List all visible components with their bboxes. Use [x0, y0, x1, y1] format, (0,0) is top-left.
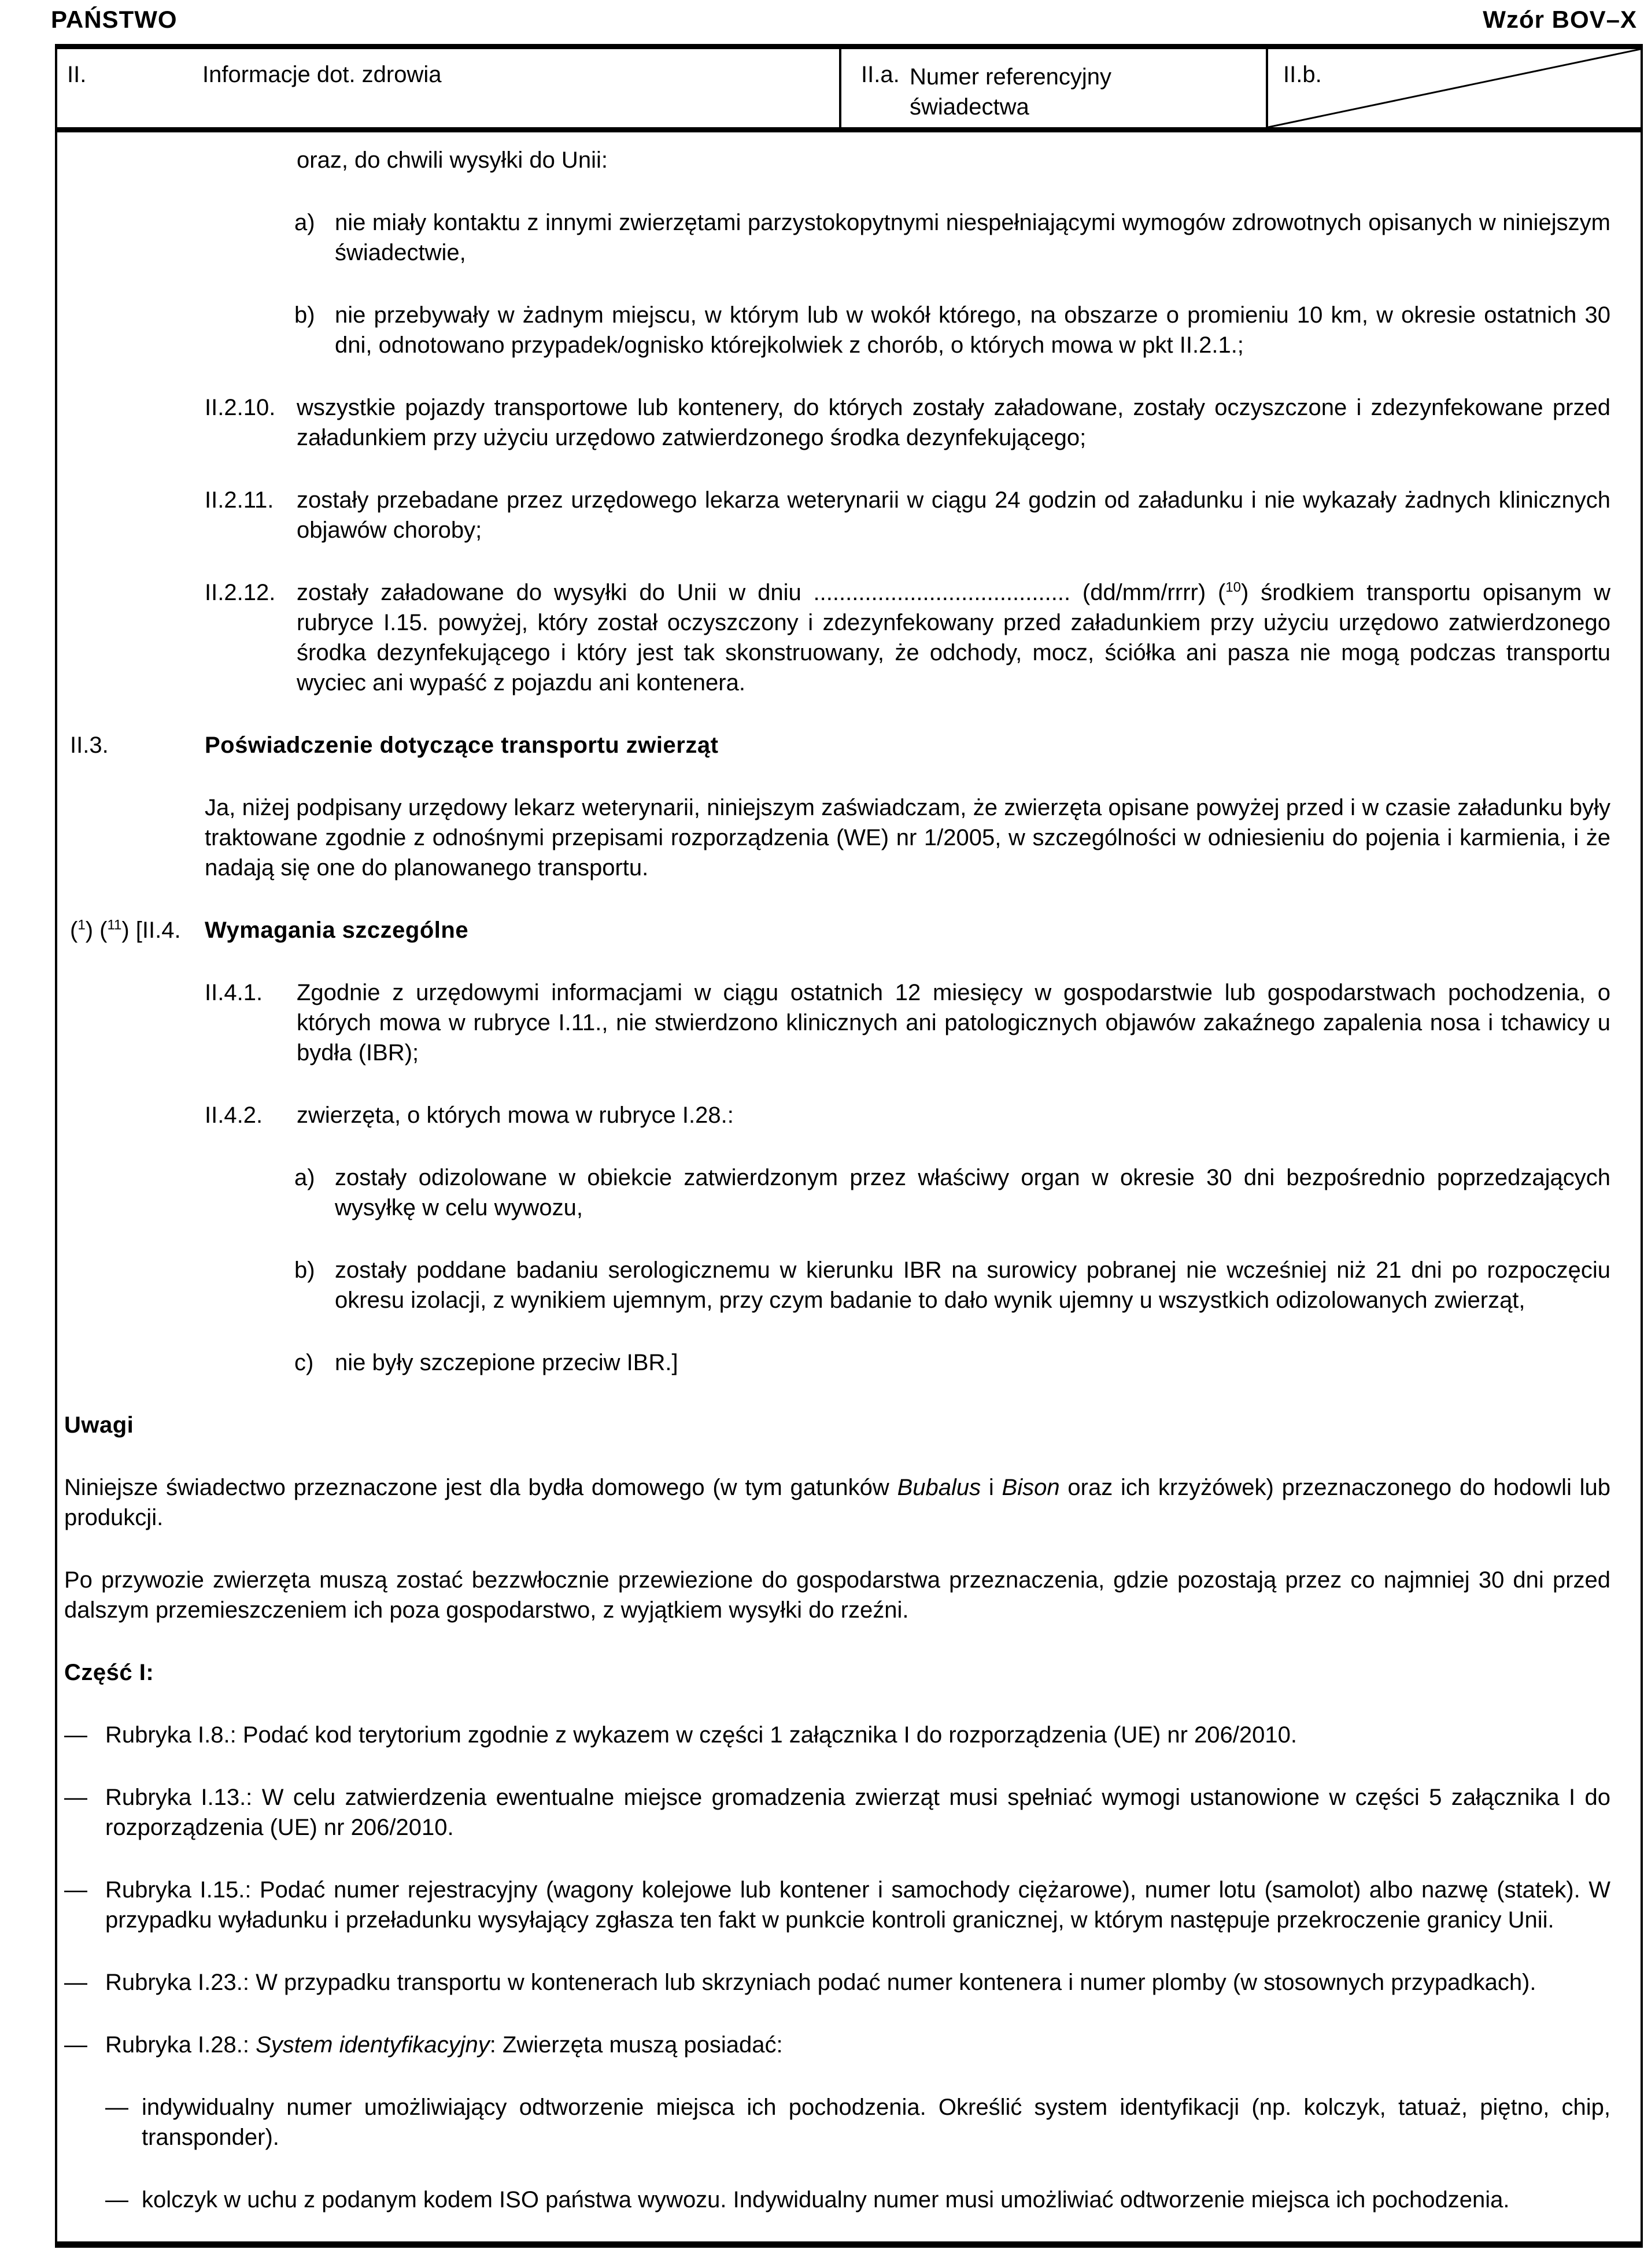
para-ii-4-2-a [64, 1163, 1610, 1223]
paragraph-text: nie były szczepione przeciw IBR.] [335, 1350, 678, 1375]
country-label: PAŃSTWO [51, 6, 178, 33]
para-transport-attestation [64, 793, 1610, 883]
para-rubryka-i-15 [64, 1875, 1610, 1935]
page-header [51, 6, 1637, 34]
paragraph-text: zostały poddane badaniu serologicznemu w kierunku IBR na surowicy pobranej nie wcześniej niż 21 dni po rozpoczęciu okresu izolacji, z wynikiem ujemnym, przy czym badanie to dało wynik ujemny u wszystkich odizolowanych zwierząt, [335, 1257, 1610, 1313]
para-ii-2-11 [64, 485, 1610, 545]
paragraph-text: nie miały kontaktu z innymi zwierzętami parzystokopytnymi niespełniającymi wymogów zdrowotnych opisanych w niniejszym świadectwie, [335, 210, 1610, 265]
para-ii-3-heading [64, 730, 1610, 760]
para-ii-4-2-c [64, 1348, 1610, 1378]
paragraph-text: Rubryka I.28.: System identyfikacyjny: Zwierzęta muszą posiadać: [105, 2032, 783, 2058]
paragraph-text: indywidualny numer umożliwiający odtworzenie miejsca ich pochodzenia. Określić system identyfikacji (np. kolczyk, tatuaż, piętno, chip, transponder). [142, 2095, 1610, 2150]
paragraph-text: Uwagi [64, 1412, 134, 1438]
paragraph-label: — [105, 2187, 128, 2212]
paragraph-label: — [64, 1785, 87, 1810]
paragraph-label: c) [294, 1350, 314, 1375]
paragraph-label: b) [294, 1257, 315, 1283]
para-rubryka-i-13 [64, 1782, 1610, 1842]
paragraph-text: Rubryka I.15.: Podać numer rejestracyjny (wagony kolejowe lub kontener i samochody ciężarowe), numer lotu (samolot) albo nazwę (statek). W przypadku wyładunku i przeładunku wysyłający zgłasza ten fakt w punkcie kontroli granicznej, w którym następuje przekroczenie granicy Unii. [105, 1877, 1610, 1933]
para-rubryka-i-23 [64, 1967, 1610, 1997]
para-b-location [64, 300, 1610, 360]
para-ii-2-12 [64, 578, 1610, 698]
certificate-table [55, 44, 1643, 2248]
paragraph-text: Rubryka I.8.: Podać kod terytorium zgodnie z wykazem w części 1 załącznika I do rozporządzenia (UE) nr 206/2010. [105, 1722, 1297, 1748]
paragraph-text: zostały załadowane do wysyłki do Unii w dniu ........................................ (dd/mm/rrrr) ($^{10}$) środkiem transportu opisanym w rubryce I.15. powyżej, który został oczyszczony i zdezynfekowany przed załadunkiem przy użyciu urzędowo zatwierdzonego środka dezynfekującego i który jest tak skonstruowany, że odchody, mocz, ściółka ani pasza nie mogą podczas transportu wyciec ani wypaść z pojazdu ani kontenera. [297, 579, 1610, 695]
paragraph-label: a) [294, 210, 315, 235]
paragraph-text: kolczyk w uchu z podanym kodem ISO państwa wywozu. Indywidualny numer musi umożliwiać odtworzenie miejsca ich pochodzenia. [142, 2187, 1510, 2212]
health-information-title: Informacje dot. zdrowia [202, 62, 442, 87]
reference-number-title: Numer referencyjny świadectwa [910, 64, 1112, 120]
para-rubryka-i-28-dash-2 [64, 2185, 1610, 2215]
paragraph-text: zostały odizolowane w obiekcie zatwierdzonym przez właściwy organ w okresie 30 dni bezpośrednio poprzedzających wysyłkę w celu wywozu, [335, 1165, 1610, 1220]
paragraph-label: ($^1$) ($^{11}$) [II.4. [70, 917, 181, 943]
paragraph-text: Po przywozie zwierzęta muszą zostać bezzwłocznie przewiezione do gospodarstwa przeznaczenia, gdzie pozostają przez co najmniej 30 dni przed dalszym przemieszczeniem ich poza gospodarstwo, z wyjątkiem wysyłki do rzeźni. [64, 1567, 1610, 1623]
paragraph-text: Poświadczenie dotyczące transportu zwierząt [205, 732, 719, 758]
paragraph-label: b) [294, 302, 315, 328]
diagonal-line [1268, 49, 1641, 127]
paragraph-text: wszystkie pojazdy transportowe lub kontenery, do których zostały załadowane, zostały oczyszczone i zdezynfekowane przed załadunkiem przy użyciu urzędowo zatwierdzonego środka dezynfekującego; [297, 395, 1610, 450]
paragraph-label: II.3. [70, 732, 109, 758]
header-cell-reference-number [841, 49, 1268, 127]
para-a-contact [64, 208, 1610, 268]
para-rubryka-i-28-dash-1 [64, 2092, 1610, 2152]
section-number-iib: II.b. [1283, 62, 1322, 87]
paragraph-text: zwierzęta, o których mowa w rubryce I.28.: [297, 1102, 734, 1128]
table-header-row [57, 49, 1641, 132]
para-ii-2-10 [64, 393, 1610, 453]
paragraph-label: II.4.1. [205, 980, 263, 1005]
paragraph-label: II.2.10. [205, 395, 276, 420]
para-oraz-intro [64, 145, 1610, 175]
paragraph-label: a) [294, 1165, 315, 1190]
paragraph-text: Niniejsze świadectwo przeznaczone jest dla bydła domowego (w tym gatunków Bubalus i Bison oraz ich krzyżówek) przeznaczonego do hodowli lub produkcji. [64, 1475, 1610, 1530]
paragraph-label: — [64, 1722, 87, 1748]
para-ii-4-2-b [64, 1255, 1610, 1315]
paragraph-text: Wymagania szczególne [205, 917, 469, 943]
para-ii-4-1 [64, 978, 1610, 1068]
paragraph-text: Rubryka I.13.: W celu zatwierdzenia ewentualne miejsce gromadzenia zwierząt musi spełniać wymogi ustanowione w części 5 załącznika I do rozporządzenia (UE) nr 206/2010. [105, 1785, 1610, 1840]
para-notes-scope [64, 1472, 1610, 1533]
para-ii-4-2 [64, 1100, 1610, 1130]
paragraph-label: II.4.2. [205, 1102, 263, 1128]
paragraph-label: — [64, 1877, 87, 1903]
model-label: Wzór BOV–X [1483, 6, 1637, 33]
para-czesc-i-heading [64, 1657, 1610, 1688]
paragraph-text: Ja, niżej podpisany urzędowy lekarz weterynarii, niniejszym zaświadczam, że zwierzęta opisane powyżej przed i w czasie załadunku były traktowane zgodnie z odnośnymi przepisami rozporządzenia (WE) nr 1/2005, w szczególności w odniesieniu do pojenia i karmienia, i że nadają się one do planowanego transportu. [205, 795, 1610, 880]
paragraph-label: — [64, 2032, 87, 2058]
paragraph-text: oraz, do chwili wysyłki do Unii: [297, 147, 608, 173]
paragraph-text: zostały przebadane przez urzędowego lekarza weterynarii w ciągu 24 godzin od załadunku i nie wykazały żadnych klinicznych objawów choroby; [297, 487, 1610, 543]
paragraph-label: II.2.12. [205, 580, 276, 605]
para-uwagi-heading [64, 1410, 1610, 1440]
para-rubryka-i-8 [64, 1720, 1610, 1750]
para-notes-arrival [64, 1565, 1610, 1625]
paragraph-text: Część I: [64, 1660, 154, 1685]
paragraph-label: — [64, 1970, 87, 1995]
paragraph-label: — [105, 2095, 128, 2120]
header-cell-iib [1268, 49, 1641, 127]
header-cell-health-information [57, 49, 841, 127]
para-rubryka-i-28 [64, 2030, 1610, 2060]
section-number-iia: II.a. [861, 62, 900, 87]
paragraph-text: Zgodnie z urzędowymi informacjami w ciągu ostatnich 12 miesięcy w gospodarstwie lub gospodarstwach pochodzenia, o których mowa w rubryce I.11., nie stwierdzono klinicznych ani patologicznych objawów zakaźnego zapalenia nosa i tchawicy u bydła (IBR); [297, 980, 1610, 1065]
paragraph-text: nie przebywały w żadnym miejscu, w którym lub w wokół którego, na obszarze o promieniu 10 km, w okresie ostatnich 30 dni, odnotowano przypadek/ognisko którejkolwiek z chorób, o których mowa w pkt II.2.1.; [335, 302, 1610, 358]
paragraph-text: Rubryka I.23.: W przypadku transportu w kontenerach lub skrzyniach podać numer kontenera i numer plomby (w stosownych przypadkach). [105, 1970, 1536, 1995]
para-ii-4-heading [64, 915, 1610, 945]
section-number-ii: II. [67, 62, 87, 87]
paragraph-label: II.2.11. [205, 487, 274, 513]
document-body [57, 132, 1641, 2241]
